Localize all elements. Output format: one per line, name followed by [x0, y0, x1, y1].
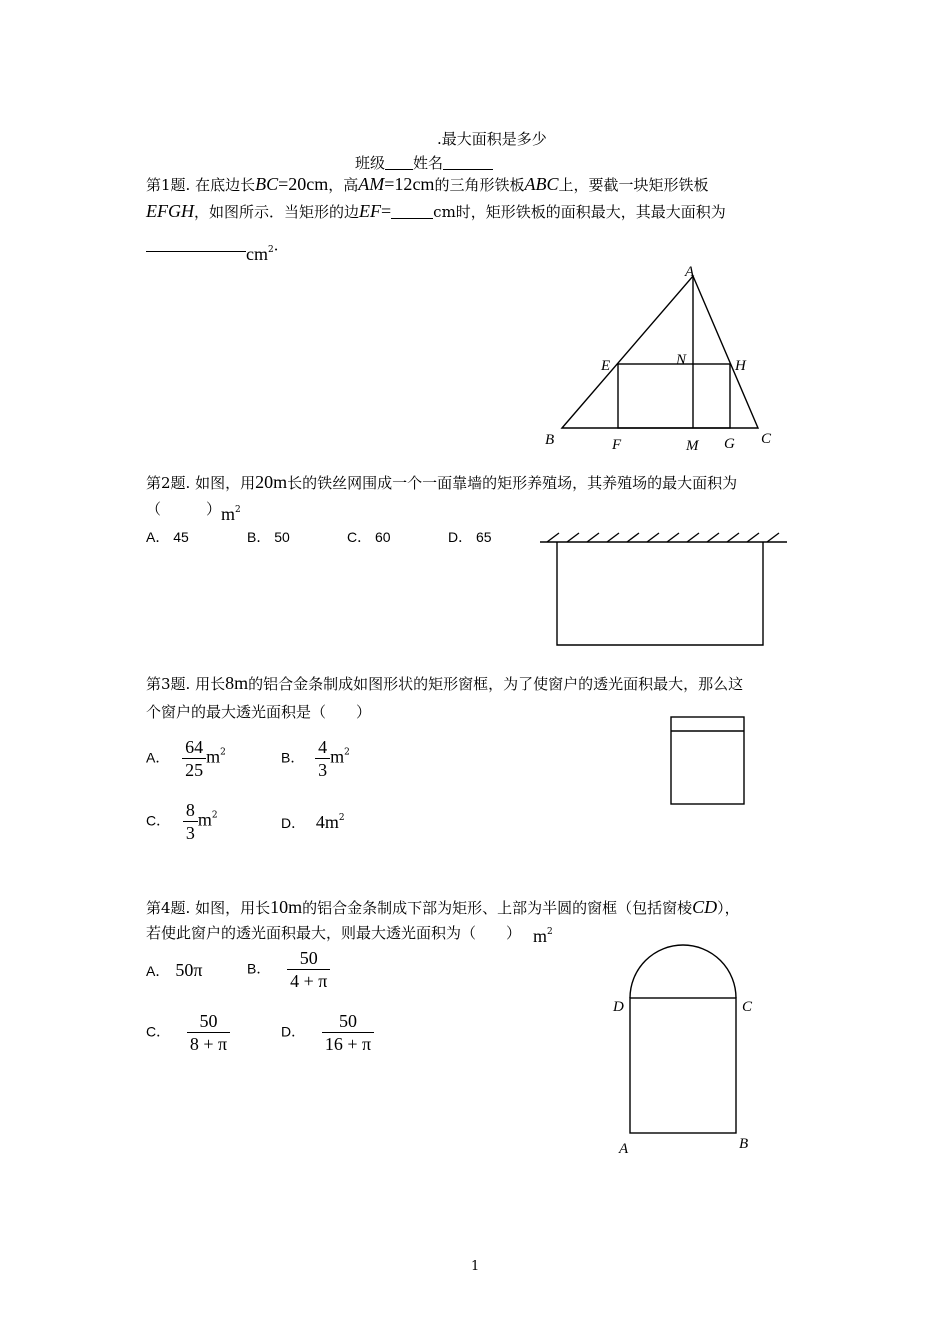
- name-label: 姓名: [413, 154, 444, 172]
- q1-period: ．: [273, 236, 289, 254]
- q4-text: ），: [717, 899, 740, 917]
- q1-unit: cm: [246, 244, 268, 264]
- q3-length: 8: [225, 673, 235, 693]
- q2-option-d[interactable]: D． 65: [448, 529, 492, 545]
- label-n: N: [676, 352, 687, 368]
- q1-bc-value: =20: [278, 174, 307, 194]
- q2-square: 2: [235, 505, 241, 515]
- q3-option-b[interactable]: B． $\frac{4}{3}$ $m^2$: [281, 737, 350, 780]
- q1-prefix: 第1题. 在底边长: [146, 176, 256, 194]
- label-h: H: [735, 358, 746, 374]
- q4-square: 2: [547, 927, 553, 937]
- q3-option-d[interactable]: D． $4m^2$: [281, 812, 345, 832]
- q4-option-b[interactable]: B． $\frac{50}{4 + \pi}$: [247, 947, 330, 992]
- label-b: B: [545, 432, 555, 448]
- q4-option-a[interactable]: A． 50π: [146, 960, 203, 980]
- label-m: M: [686, 438, 699, 454]
- q4-unit: m: [288, 897, 303, 917]
- q2-unit: m: [221, 504, 236, 524]
- q1-efgh: EFGH: [146, 201, 194, 221]
- q1-ef: EF: [359, 201, 382, 221]
- q1-text: cm时，矩形铁板的面积最大，其最大面积为: [433, 203, 726, 221]
- q4-length: 10: [270, 897, 289, 917]
- q2-answer-paren[interactable]: （ ）: [146, 500, 222, 518]
- window-semicircle: [630, 945, 736, 998]
- q4-text: 的铝合金条制成下部为矩形、上部为半圆的窗框（包括窗棱: [302, 899, 693, 917]
- q2-option-a[interactable]: A． 45: [146, 529, 189, 545]
- label-e: E: [601, 358, 611, 374]
- label-a: A: [685, 264, 695, 280]
- q4-option-c[interactable]: C． $\frac{50}{8 + \pi}$: [146, 1010, 230, 1055]
- q2-unit: m: [273, 472, 288, 492]
- label-d: D: [613, 999, 624, 1015]
- page-title: .最大面积是多少: [437, 130, 547, 148]
- q3-line2: 个窗户的最大透光面积是（ ）: [146, 703, 372, 721]
- q1-text: 上，要截一块矩形铁板: [558, 176, 709, 194]
- q4-cd: CD: [692, 897, 718, 917]
- q2-option-b[interactable]: B． 50: [247, 529, 290, 545]
- q1-text: ，如图所示．当矩形的边: [194, 203, 360, 221]
- label-g: G: [724, 436, 735, 452]
- q2-text: 长的铁丝网围成一个一面靠墙的矩形养殖场，其养殖场的最大面积为: [287, 474, 738, 492]
- q3-option-a[interactable]: A． $\frac{64}{25}$ $m^2$: [146, 737, 226, 780]
- q3-prefix: 第3题. 用长: [146, 675, 226, 693]
- q2-length: 20: [255, 472, 274, 492]
- q1-text: 的三角形铁板: [434, 176, 525, 194]
- q4-option-d[interactable]: D． $\frac{50}{16 + \pi}$: [281, 1010, 374, 1055]
- q1-square: 2: [268, 245, 274, 255]
- label-f: F: [612, 437, 622, 453]
- window-rectangle: [630, 998, 736, 1133]
- q1-eq: =: [381, 201, 392, 221]
- q4-prefix: 第4题. 如图，用长: [146, 899, 271, 917]
- class-label: 班级: [355, 154, 386, 172]
- q2-option-c[interactable]: C． 60: [347, 529, 391, 545]
- q4-text: 若使此窗户的透光面积最大，则最大透光面积为（ ）: [146, 924, 522, 942]
- q1-bc: BC: [255, 174, 279, 194]
- q1-abc: ABC: [524, 174, 559, 194]
- label-c: C: [742, 999, 753, 1015]
- q1-am-value: =12: [384, 174, 413, 194]
- q3-unit: m: [234, 673, 249, 693]
- q1-unit: cm: [412, 174, 435, 194]
- q3-option-c[interactable]: C． $\frac{8}{3}$ $m^2$: [146, 800, 218, 843]
- q1-text: ，高: [328, 176, 359, 194]
- q1-unit: cm: [306, 174, 329, 194]
- q1-am: AM: [358, 174, 385, 194]
- page-number: 1: [471, 1259, 480, 1274]
- label-a: A: [619, 1141, 629, 1157]
- q4-unit: m: [533, 926, 548, 946]
- q2-prefix: 第2题. 如图，用: [146, 474, 256, 492]
- q3-text: 的铝合金条制成如图形状的矩形窗框，为了使窗户的透光面积最大，那么这: [248, 675, 744, 693]
- label-b: B: [739, 1136, 749, 1152]
- label-c: C: [761, 431, 772, 447]
